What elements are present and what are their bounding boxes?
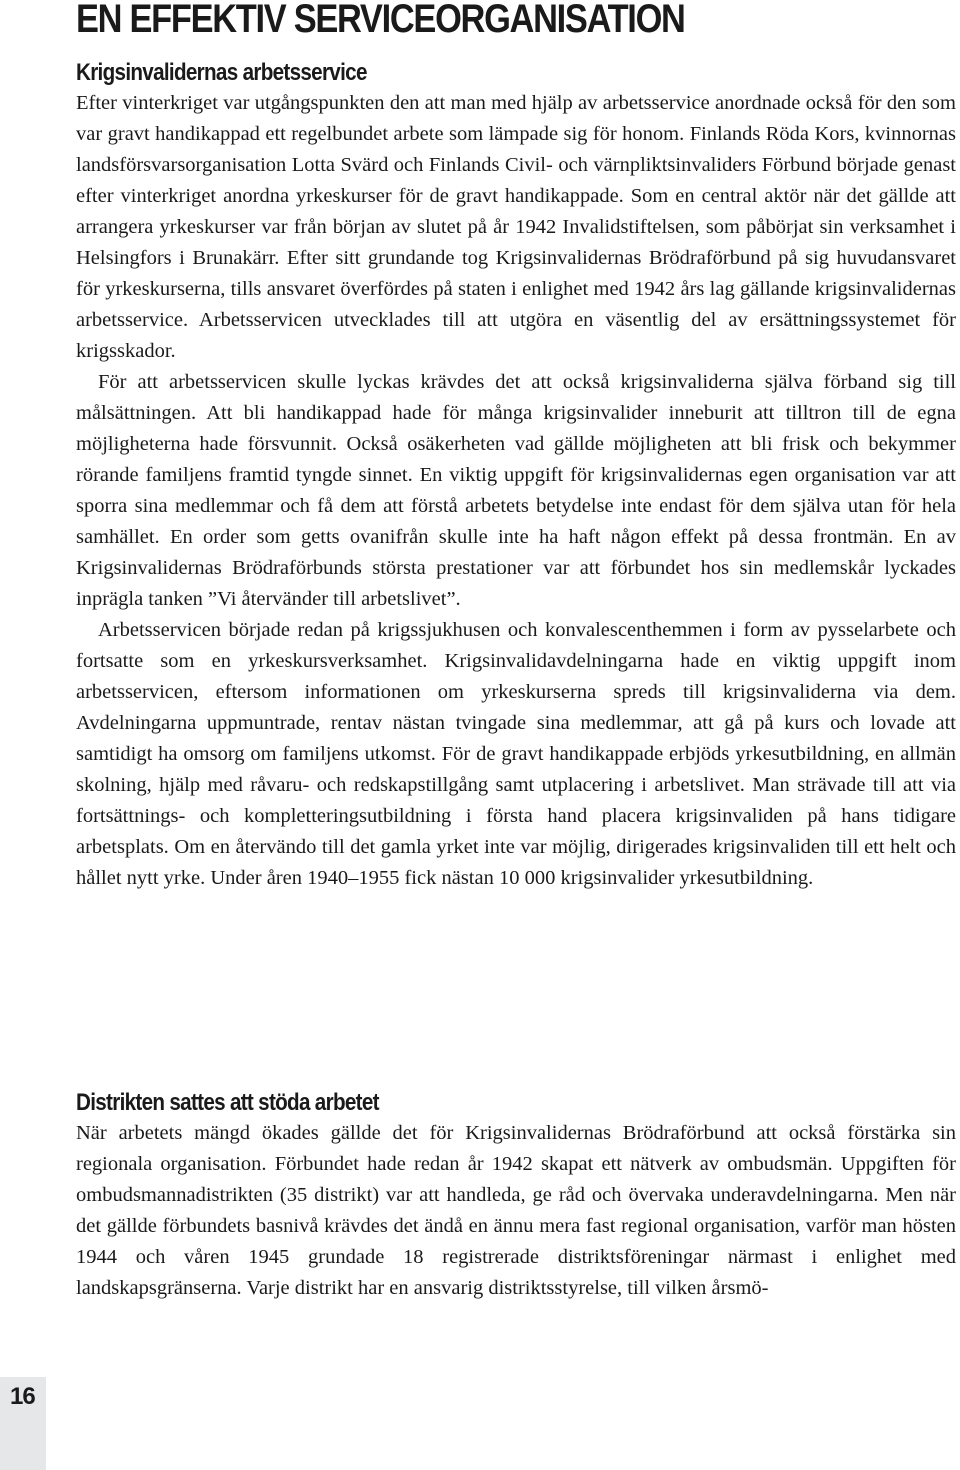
section-heading: Krigsinvalidernas arbetsservice [76, 59, 367, 86]
page-number: 16 [10, 1383, 35, 1410]
paragraph: Arbetsservicen började redan på krigssjukhusen och konvalescenthemmen i form av pysselarbete och fortsatte som en yrkeskursverksamhet. Krigsinvalidavdelningarna hade en viktig uppgift inom arbetsservicen, eftersom informationen om yrkeskurserna spreds till krigsinvaliderna via dem. Avdelningarna uppmuntrade, rentav nästan tvingade sina medlemmar, att gå på kurs och lovade att samtidigt ha omsorg om familjens utkomst. För de gravt handikappade erbjöds yrkesutbildning, en allmän skolning, hjälp med råvaru- och redskapstillgång samt utplacering i arbetslivet. Man strävade till att via fortsättnings- och kompletteringsutbildning i första hand placera krigsinvaliden på hans tidigare arbetsplats. Om en återvändo till det gamla yrket inte var möjlig, dirigerades krigsinvaliden till ett helt och hållet nytt yrke. Under åren 1940–1955 fick nästan 10 000 krigsinvalider yrkesutbildning. [76, 619, 956, 889]
paragraph: När arbetets mängd ökades gällde det för Krigsinvalidernas Brödraförbund att också förstärka sin regionala organisation. Förbundet hade redan år 1942 skapat ett nätverk av ombudsmän. Uppgiften för ombudsmannadistrikten (35 distrikt) var att handleda, ge råd och övervaka underavdelningarna. Men när det gällde förbundets basnivå krävdes det ändå en ännu mera fast regional organisation, varför man hösten 1944 och våren 1945 grundade 18 registrerade distriktsföreningar närmast i enlighet med landskapsgränserna. Varje distrikt har en ansvarig distriktsstyrelse, till vilken årsmö- [76, 1122, 956, 1299]
section-krigsinvalidernas-arbetsservice [76, 58, 956, 894]
paragraph: För att arbetsservicen skulle lyckas krävdes det att också krigsinvaliderna själva förband sig till målsättningen. Att bli handikappad hade för många krigsinvalider inneburit att tilltron till de egna möjligheterna hade försvunnit. Också osäkerheten vad gällde möjligheten att bli frisk och bekymmer rörande familjens framtid tyngde sinnet. En viktig uppgift för krigsinvalidernas egen organisation var att sporra sina medlemmar och få dem att förstå arbetets betydelse inte endast för dem själva utan för hela samhället. En order som getts ovanifrån skulle inte ha haft någon effekt på dessa frontmän. En av Krigsinvalidernas Brödraförbunds största prestationer var att förbundet hos sin medlemskår lyckades inprägla tanken ”Vi återvänder till arbetslivet”. [76, 371, 956, 610]
page-title: EN EFFEKTIV SERVICEORGANISATION [76, 0, 685, 41]
page-number-tab [0, 1377, 46, 1470]
paragraph: Efter vinterkriget var utgångspunkten den att man med hjälp av arbetsservice anordnade också för den som var gravt handikappad ett regelbundet arbete som lämpade sig för honom. Finlands Röda Kors, kvinnornas landsförsvarsorganisation Lotta Svärd och Finlands Civil- och värnpliktsinvaliders Förbund började genast efter vinterkriget anordna yrkeskurser för de gravt handikappade. Som en central aktör när det gällde att arrangera yrkeskurser var från början av slutet på år 1942 Invalidstiftelsen, som påbörjat sin verksamhet i Helsingfors i Brunakärr. Efter sitt grundande tog Krigsinvalidernas Brödraförbund på sig huvudansvaret för yrkeskurserna, tills ansvaret överfördes på staten i enlighet med 1942 års lag gällande krigsinvalidernas arbetsservice. Arbetsservicen utvecklades till att utgöra en väsentlig del av ersättningssystemet för krigsskador. [76, 92, 956, 362]
section-distrikten [76, 1088, 956, 1304]
section-heading: Distrikten sattes att stöda arbetet [76, 1089, 379, 1116]
